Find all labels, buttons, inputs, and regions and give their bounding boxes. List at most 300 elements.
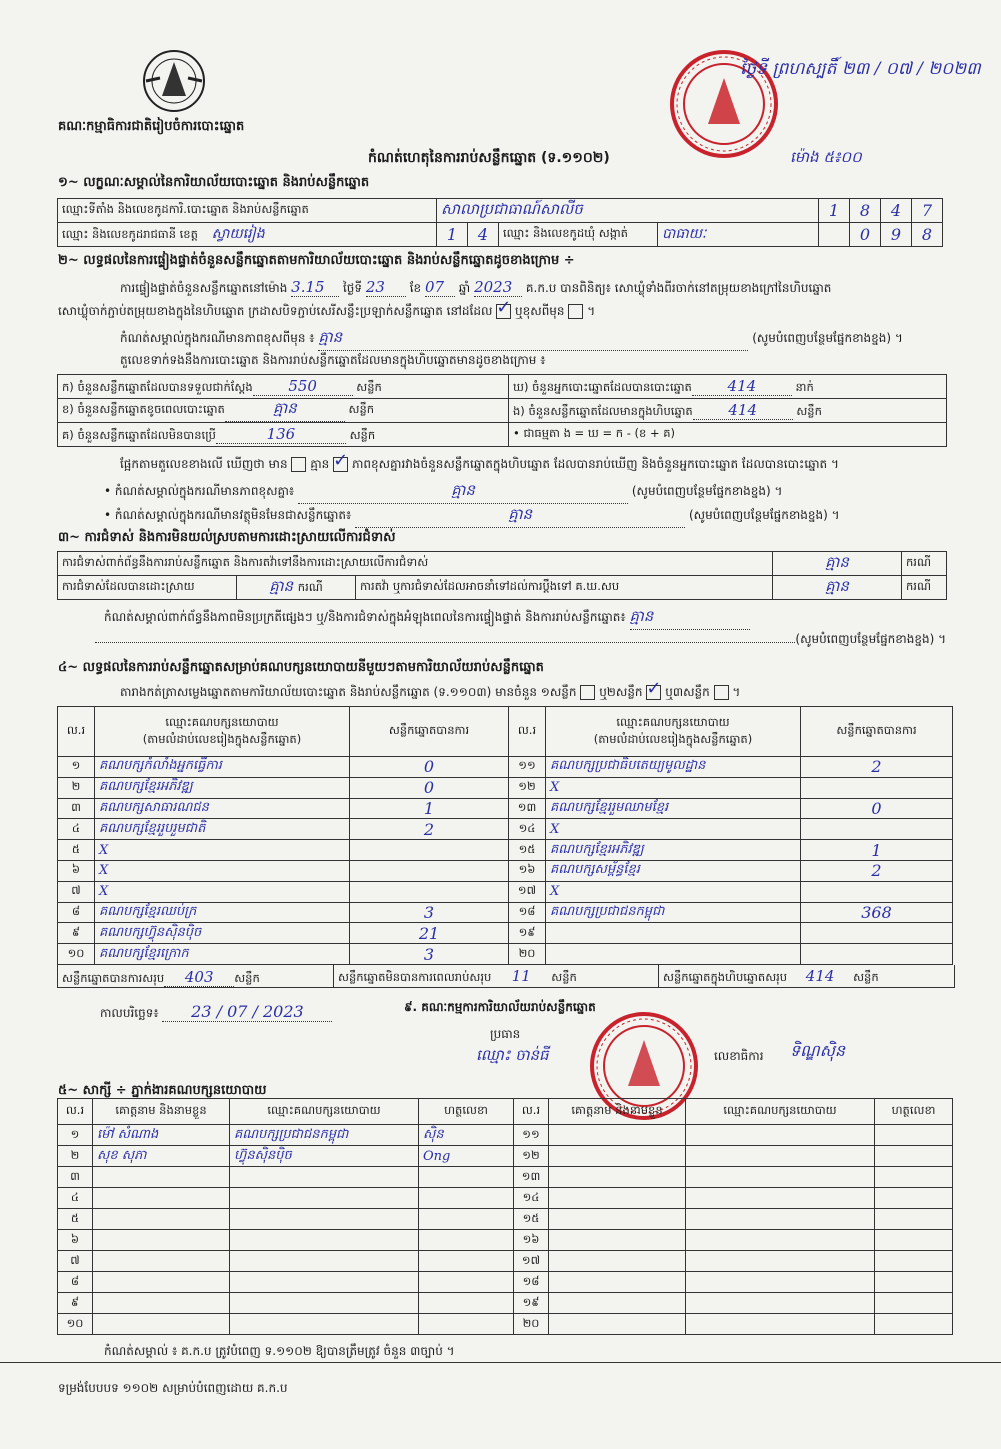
month-label: ខែ [409,281,422,295]
witness-name [93,1272,230,1293]
party-name [546,944,801,965]
row-number: ៩ [58,923,95,944]
party-votes: 0 [350,777,509,798]
witness-signature [419,1209,514,1230]
witness-party [686,1125,875,1146]
difference-note-line [120,328,940,351]
irregularities-suffix: (សូមបំពេញបន្ថែមផ្នែកខាងខ្នង) ។ [795,632,946,646]
changed-label: ឬខុសពីមុន [515,304,565,318]
polling-station-label: ឈ្មោះទីតាំង និងលេខកូដការិ.បោះឆ្នោត និងរាប់សន្លឹកឆ្នោត [58,199,437,223]
irregularities-line [104,607,750,630]
party-name: X [546,881,801,902]
verification-time: 3.15 [291,278,339,297]
row-number: ១៨ [509,902,546,923]
witness-number: ១ [58,1125,93,1146]
party-name: គណបក្សខ្មែរអភិវឌ្ឍ [95,777,350,798]
witness-party [230,1293,419,1314]
witness-number: ១៨ [514,1272,549,1293]
verification-line-2: សោឃ្លុំចាក់ភ្ជាប់តម្រុយខាងក្នុងនៃហិបឆ្នោត ក្រដាសបិទភ្ជាប់សេរីសន្លឹះប្រឡាក់សន្លឹកឆ្នោត នៅដដែល ✓ ឬខុសពីមុន ។ [58,297,596,318]
one-sheet-checkbox[interactable] [580,685,595,700]
station-code-digit: 7 [912,199,943,223]
col-party-title: ឈ្មោះគណបក្សនយោបាយ [616,714,730,729]
party-votes [801,777,953,798]
witness-row [58,1293,953,1314]
bullet-2-suffix: (សូមបំពេញបន្ថែមផ្នែកខាងខ្នង) ។ [688,508,840,522]
secretary-label: លេខាធិការ [714,1049,764,1063]
resolved-unit: ករណី [297,579,323,594]
party-votes: 1 [801,840,953,861]
results-row [58,944,953,965]
party-name: X [95,860,350,881]
witness-col-sign: ហត្ថលេខា [875,1099,953,1125]
formula-cell: • ជាធម្មតា ង = ឃ = ក - (ខ + គ) [509,423,947,447]
witness-name [549,1167,686,1188]
appeal-unit: ករណី [902,576,947,600]
results-row [58,881,953,902]
day-label: ថ្ងៃទី [343,281,363,295]
witness-number: ៣ [58,1167,93,1188]
box-ballots-label: ង) ចំនួនសន្លឹកឆ្នោតដែលមានក្នុងហិបឆ្នោត [513,403,693,418]
party-votes [801,944,953,965]
witness-party [230,1209,419,1230]
witness-number: ៤ [58,1188,93,1209]
witness-name [549,1230,686,1251]
resolved-value [237,576,356,600]
witness-party [230,1188,419,1209]
row-number: ៨ [58,902,95,923]
party-votes: 0 [350,757,509,778]
section5-title: ៥~ សាក្សី ÷ ភ្នាក់ងារគណបក្សនយោបាយ [58,1083,267,1098]
top-right-handwritten-note: ថ្ងៃទី ព្រហស្បតិ៍ ២៣ / ០៧ / ២០២៣ [740,59,981,79]
witness-signature [419,1272,514,1293]
unused-ballots-label: គ) ចំនួនសន្លឹកឆ្នោតដែលមិនបានប្រើ [62,427,216,442]
witness-name [549,1146,686,1167]
has-discrepancy-checkbox[interactable] [291,457,306,472]
witness-row [58,1209,953,1230]
party-votes: 0 [801,798,953,819]
emblem-icon [138,48,210,114]
party-votes: 3 [350,944,509,965]
witness-party [686,1293,875,1314]
station-code-digit: 1 [819,199,850,223]
witness-row [58,1314,953,1335]
received-ballots-cell [58,375,509,399]
witness-row [58,1188,953,1209]
total-valid-label: សន្លឹកឆ្នោតបានការសរុប [62,971,165,985]
province-code-digit: 4 [468,223,499,247]
unit-label: នាក់ [795,379,814,394]
party-votes [801,819,953,840]
results-row [58,798,953,819]
row-number: ១៣ [509,798,546,819]
witness-signature [419,1230,514,1251]
row-number: ១៧ [509,881,546,902]
party-votes: 2 [801,860,953,881]
witness-row [58,1146,953,1167]
objections-table [57,551,947,600]
year-label: ឆ្នាំ [458,281,471,295]
date-value: 23 / 07 / 2023 [162,1002,332,1022]
row-number: ១១ [509,757,546,778]
footer-rule [0,1362,1001,1363]
bullet-2-value: គ្មាន [355,505,685,528]
commune-label: ឈ្មោះ និងលេខកូដឃុំ សង្កាត់ [499,223,658,247]
difference-note-value: គ្មាន [318,328,748,351]
total-invalid-label: សន្លឹកឆ្នោតមិនបានការពេលរាប់សរុប [338,970,492,984]
row-number: ៣ [58,798,95,819]
party-votes: 368 [801,902,953,923]
witness-row [58,1167,953,1188]
witness-name: ម៉ៅ សំណាង [93,1125,230,1146]
party-name: គណបក្សប្រជាធិបតេយ្យមូលដ្ឋាន [546,757,801,778]
party-name: X [95,881,350,902]
totals-row [57,965,955,988]
witness-col-no: ល.រ [58,1099,93,1125]
row-number: ១៥ [509,840,546,861]
commune-code-digit: 0 [850,223,881,247]
party-votes: 2 [350,819,509,840]
discrepancy-text-2: ភាពខុសគ្នារវាងចំនួនសន្លឹកឆ្នោតក្នុងហិបឆ្នោត ដែលបានរាប់ឃើញ និងចំនួនអ្នកបោះឆ្នោត ដែលបានបោះឆ្នោត ។ [351,457,839,471]
commune-value: បាធាយៈ [658,223,819,247]
witness-party [230,1230,419,1251]
bullet-1-value: គ្មាន [298,481,628,504]
witness-number: ៩ [58,1293,93,1314]
unit-label: សន្លឹក [796,403,822,418]
received-ballots-label: ក) ចំនួនសន្លឹកឆ្នោតដែលបានទទួលជាក់ស្តែង [62,379,253,394]
witness-row [58,1272,953,1293]
bullet-2-line [104,505,840,528]
witness-number: ១០ [58,1314,93,1335]
party-name: គណបក្សប្រជាជនកម្ពុជា [546,902,801,923]
party-votes [350,860,509,881]
commune-code-digit: 8 [912,223,943,247]
spoiled-ballots-value: គ្មាន [225,399,345,422]
total-box-value: 414 [787,965,853,988]
witness-number: ១៣ [514,1167,549,1188]
witness-signature [875,1314,953,1335]
results-row [58,819,953,840]
party-name: គណបក្សហ៊្វុនស៊ិនប៉ិច [95,923,350,944]
witness-number: ១៧ [514,1251,549,1272]
irregularities-suffix-line [58,631,946,649]
verification-day: 23 [366,278,406,297]
total-box-label: សន្លឹកឆ្នោតក្នុងហិបឆ្នោតសរុប [663,970,788,984]
footer-note: កំណត់សម្គាល់ ៖ គ.ក.ប ត្រូវបំពេញ ទ.១១០២ ឱ្យបានត្រឹមត្រូវ ចំនួន ៣ច្បាប់ ។ [104,1344,455,1358]
witness-party [686,1251,875,1272]
results-row [58,757,953,778]
witness-signature: Ong [419,1146,514,1167]
tally-sheet-line: តារាងកត់ត្រាសម្លេងឆ្នោតតាមការិយាល័យបោះឆ្នោត និងរាប់សន្លឹកឆ្នោត (ទ.១១០៣) មានចំនួន ១សន្លឹក ឬ២សន្លឹក ✓ ឬ៣សន្លឹក ។ [120,678,741,699]
witness-number: ១៩ [514,1293,549,1314]
row-number: ៤ [58,819,95,840]
station-code-digit: 4 [881,199,912,223]
party-name [546,923,801,944]
party-name: X [546,819,801,840]
witness-name [549,1272,686,1293]
seal-status-text: សោឃ្លុំចាក់ភ្ជាប់តម្រុយខាងក្នុងនៃហិបឆ្នោត ក្រដាសបិទភ្ជាប់សេរីសន្លឹះប្រឡាក់សន្លឹកឆ្នោត នៅដដែល [58,304,493,318]
row-number: ១២ [509,777,546,798]
no-discrepancy-checkbox[interactable]: ✓ [333,450,349,471]
bullet-1-label: • កំណត់សម្គាល់ក្នុងករណីមានភាពខុសគ្នា៖ [104,484,295,498]
province-code-digit: 1 [437,223,468,247]
party-name: គណបក្សសម្ព័ន្ធខ្មែរ [546,860,801,881]
witness-signature [419,1314,514,1335]
section1-title: ១~ លក្ខណៈសម្គាល់នៃការិយាល័យបោះឆ្នោត និងរាប់សន្លឹកឆ្នោត [58,175,370,190]
party-name: គណបក្សកំលាំងអ្នកធ្វើការ [95,757,350,778]
witness-party [230,1314,419,1335]
witness-number: ៧ [58,1251,93,1272]
row-number: ១០ [58,944,95,965]
witness-party [686,1272,875,1293]
date-label: កាលបរិច្ឆេទ៖ [100,1006,159,1020]
witness-col-name: គោត្តនាម និងនាមខ្លួន [93,1099,230,1125]
row-number: ២០ [509,944,546,965]
objections-unit: ករណី [902,552,947,576]
unit-label: សន្លឹក [349,427,376,442]
witness-signature [419,1251,514,1272]
difference-note-label: កំណត់សម្គាល់ក្នុងករណីមានភាពខុសពីមុន ៖ [120,331,315,345]
row-number: ១ [58,757,95,778]
witness-name [93,1230,230,1251]
unchanged-checkbox[interactable]: ✓ [496,297,512,318]
witness-name [549,1188,686,1209]
witness-col-no: ល.រ [514,1099,549,1125]
section3-title: ៣~ ការជំទាស់ និងការមិនយល់ស្របតាមការដោះស្រាយលើការជំទាស់ [58,530,396,545]
col-party-subtitle: (តាមលំដាប់លេខរៀងក្នុងសន្លឹកឆ្នោត) [593,731,753,746]
witness-row [58,1230,953,1251]
witness-name [93,1314,230,1335]
witness-number: ៦ [58,1230,93,1251]
witness-col-sign: ហត្ថលេខា [419,1099,514,1125]
witness-name [549,1293,686,1314]
province-value: ស្វាយរៀង [211,226,265,242]
witness-number: ២ [58,1146,93,1167]
unused-ballots-cell [58,423,509,447]
party-name: គណបក្សខ្មែររួបរួមជាតិ [95,819,350,840]
witness-signature [875,1125,953,1146]
received-ballots-value: 550 [253,377,353,396]
verification-time-label: ការផ្ទៀងផ្ទាត់ចំនួនសន្លឹកឆ្នោតនៅម៉ោង [120,281,288,295]
verification-month: 07 [425,278,455,297]
changed-checkbox[interactable] [568,304,583,319]
discrepancy-text: ផ្អែកតាមតួលេខខាងលើ ឃើញថា មាន [120,457,288,471]
col-party-header [95,707,350,757]
witness-name [549,1125,686,1146]
col-votes-header: សន្លឹកឆ្នោតបានការ [350,707,509,757]
two-sheet-checkbox[interactable]: ✓ [646,678,662,699]
verification-text: គ.ក.ប បានពិនិត្យ៖ សោឃ្លុំទាំងពីរចាក់នៅតម្រុយខាងក្រៅនៃហិបឆ្នោត [525,281,832,295]
tally-intro: តារាងកត់ត្រាសម្លេងឆ្នោតតាមការិយាល័យបោះឆ្នោត និងរាប់សន្លឹកឆ្នោត (ទ.១១០៣) មានចំនួន ១សន្លឹក [120,685,577,699]
commune-code-digit: 9 [881,223,912,247]
row-number: ៧ [58,881,95,902]
results-row [58,777,953,798]
witness-party: គណបក្សប្រជាជនកម្ពុជា [230,1125,419,1146]
row-number: ១៤ [509,819,546,840]
party-votes [801,923,953,944]
party-votes [350,840,509,861]
witness-signature: ស៊ិន [419,1125,514,1146]
row-number: ១៩ [509,923,546,944]
witness-table [57,1098,953,1335]
figures-intro: តួលេខទាក់ទងនឹងការបោះឆ្នោត និងការរាប់សន្លឹកឆ្នោតដែលមានក្នុងហិបឆ្នោតមានដូចខាងក្រោម ៖ [120,353,546,367]
verification-line-1 [120,278,831,298]
station-code-digit: 8 [850,199,881,223]
total-box-group [658,965,879,987]
party-votes: 3 [350,902,509,923]
row-number: ៥ [58,840,95,861]
bullet-1-line [104,481,782,504]
party-votes: 2 [801,757,953,778]
party-name: គណបក្សខ្មែរក្រោក [95,944,350,965]
party-name: គណបក្សខ្មែរអភិវឌ្ឍ [546,840,801,861]
col-votes-header: សន្លឹកឆ្នោតបានការ [801,707,953,757]
witness-signature [419,1293,514,1314]
witness-name [549,1209,686,1230]
top-right-handwritten-time: ម៉ោង ៥៖០០ [790,148,862,166]
col-no-header: ល.រ [58,707,95,757]
witness-signature [875,1146,953,1167]
witness-number: ១១ [514,1125,549,1146]
party-votes [350,881,509,902]
total-valid-group [62,968,260,988]
unused-ballots-value: 136 [216,425,346,444]
no-discrepancy-label: គ្មាន [310,457,330,471]
section1-table [57,198,943,247]
polling-station-value: សាលាប្រជាធាណ៍សាលីច [437,199,819,223]
unit-label: សន្លឹក [356,379,382,394]
appeal-value: គ្មាន [773,576,902,600]
witness-number: ១៦ [514,1230,549,1251]
box-ballots-value: 414 [693,401,793,420]
witness-number: ៨ [58,1272,93,1293]
witness-number: ១៤ [514,1188,549,1209]
bullet-1-suffix: (សូមបំពេញបន្ថែមផ្នែកខាងខ្នង) ។ [631,484,783,498]
witness-name [93,1251,230,1272]
witness-signature [419,1188,514,1209]
results-row [58,860,953,881]
three-sheet-label: ឬ៣សន្លឹក [665,685,710,699]
witness-name [93,1293,230,1314]
party-name: គណបក្សខ្មែរឈប់ក្រ [95,902,350,923]
witness-party [686,1167,875,1188]
witness-name [549,1314,686,1335]
spoiled-ballots-cell [58,399,509,423]
witness-row [58,1125,953,1146]
witness-col-party: ឈ្មោះគណបក្សនយោបាយ [230,1099,419,1125]
three-sheet-checkbox[interactable] [714,685,729,700]
witness-signature [875,1188,953,1209]
party-name: គណបក្សខ្មែររួមឈាមខ្មែរ [546,798,801,819]
box-ballots-cell [509,399,947,423]
witness-number: ១៥ [514,1209,549,1230]
province-label-text: ឈ្មោះ និងលេខកូដរាជធានី ខេត្ត [62,227,198,241]
difference-note-suffix: (សូមបំពេញបន្ថែមផ្នែកខាងខ្នង) ។ [752,331,903,345]
witness-name [93,1188,230,1209]
witness-party [230,1272,419,1293]
results-table [57,706,953,965]
date-line [100,1002,332,1023]
party-name: គណបក្សសាធារណជន [95,798,350,819]
row-number: ១៦ [509,860,546,881]
party-votes: 21 [350,923,509,944]
witness-col-name: គោត្តនាម និងនាមខ្លួន [549,1099,686,1125]
unit-label: សន្លឹក [853,970,879,984]
total-invalid-value: 11 [491,965,551,988]
spoiled-ballots-label: ខ) ចំនួនសន្លឹកឆ្នោតខូចពេលបោះឆ្នោត [62,402,225,416]
witness-signature [875,1293,953,1314]
secretary-signature: ទិណ្ឌស៊ិន [790,1041,846,1060]
voters-value: 414 [692,377,792,396]
witness-signature [419,1167,514,1188]
row-number: ២ [58,777,95,798]
resolved-value-text: គ្មាន [269,576,294,595]
witness-party [686,1230,875,1251]
witness-party [686,1209,875,1230]
witness-party [686,1146,875,1167]
appeal-label: ការតវ៉ា ឬការជំទាស់ដែលអាចនាំទៅដល់ការប្តឹងទៅ គ.ឃ.សប [356,576,773,600]
total-invalid-group [333,965,577,987]
chair-label: ប្រធាន [490,1027,521,1041]
witness-signature [875,1272,953,1293]
party-name: X [546,777,801,798]
witness-name [93,1167,230,1188]
form-code: ទម្រង់បែបបទ ១១០២ សម្រាប់បំពេញដោយ គ.ក.ប [58,1381,288,1395]
irregularities-label: កំណត់សម្គាល់ពាក់ព័ន្ធនឹងភាពមិនប្រក្រតីផ្សេងៗ ឬ/និងការជំទាស់ក្នុងអំឡុងពេលនៃការផ្ទៀងផ្ទាត់ និងការរាប់សន្លឹកឆ្នោត៖ [104,610,626,624]
ballot-figures-table [57,374,947,447]
bullet-2-label: • កំណត់សម្គាល់ក្នុងករណីមានវត្ថុមិនមែនជាសន្លឹកឆ្នោត៖ [104,508,352,522]
col-party-header [546,707,801,757]
witness-party [686,1314,875,1335]
witness-number: ២០ [514,1314,549,1335]
section2-title: ២~ លទ្ធផលនៃការផ្ទៀងផ្ទាត់ចំនួនសន្លឹកឆ្នោតតាមការិយាល័យបោះឆ្នោត និងរាប់សន្លឹកឆ្នោតដូចខាងក្រោម ÷ [58,253,575,268]
witness-party [230,1251,419,1272]
results-row [58,840,953,861]
party-votes: 1 [350,798,509,819]
objections-value: គ្មាន [773,552,902,576]
col-no-header: ល.រ [509,707,546,757]
discrepancy-line [120,450,839,474]
province-label [58,223,437,247]
witness-number: ៥ [58,1209,93,1230]
chair-signature: ឈ្មោះ ចាន់ធី [476,1046,549,1064]
total-valid-value: 403 [164,968,234,987]
witness-name [549,1251,686,1272]
irregularities-value: គ្មាន [630,607,750,630]
unit-label: សន្លឹក [348,402,375,416]
results-row [58,902,953,923]
party-votes [801,881,953,902]
witness-col-party: ឈ្មោះគណបក្សនយោបាយ [686,1099,875,1125]
commune-code-blank [819,223,850,247]
witness-party: ហ៊្វុនស៊ិនប៉ិច [230,1146,419,1167]
results-row [58,923,953,944]
row-number: ៦ [58,860,95,881]
witness-name: សុខ សុភា [93,1146,230,1167]
section4-title: ៤~ លទ្ធផលនៃការរាប់សន្លឹកឆ្នោតសម្រាប់គណបក្សនយោបាយនីមួយៗតាមការិយាល័យរាប់សន្លឹកឆ្នោត [58,660,544,675]
signature-title: ៩. គណៈកម្មការការិយាល័យរាប់សន្លឹកឆ្នោត [404,1000,596,1014]
witness-number: ១២ [514,1146,549,1167]
verification-year: 2023 [474,278,522,297]
witness-party [686,1188,875,1209]
voters-label: ឃ) ចំនួនអ្នកបោះឆ្នោតដែលបានបោះឆ្នោត [513,379,692,394]
witness-signature [875,1251,953,1272]
party-name: X [95,840,350,861]
witness-signature [875,1167,953,1188]
unit-label: សន្លឹក [551,970,577,984]
witness-header-row [58,1099,953,1125]
voters-cell [509,375,947,399]
form-title: កំណត់ហេតុនៃការរាប់សន្លឹកឆ្នោត (ទ.១១០២) [368,150,610,166]
